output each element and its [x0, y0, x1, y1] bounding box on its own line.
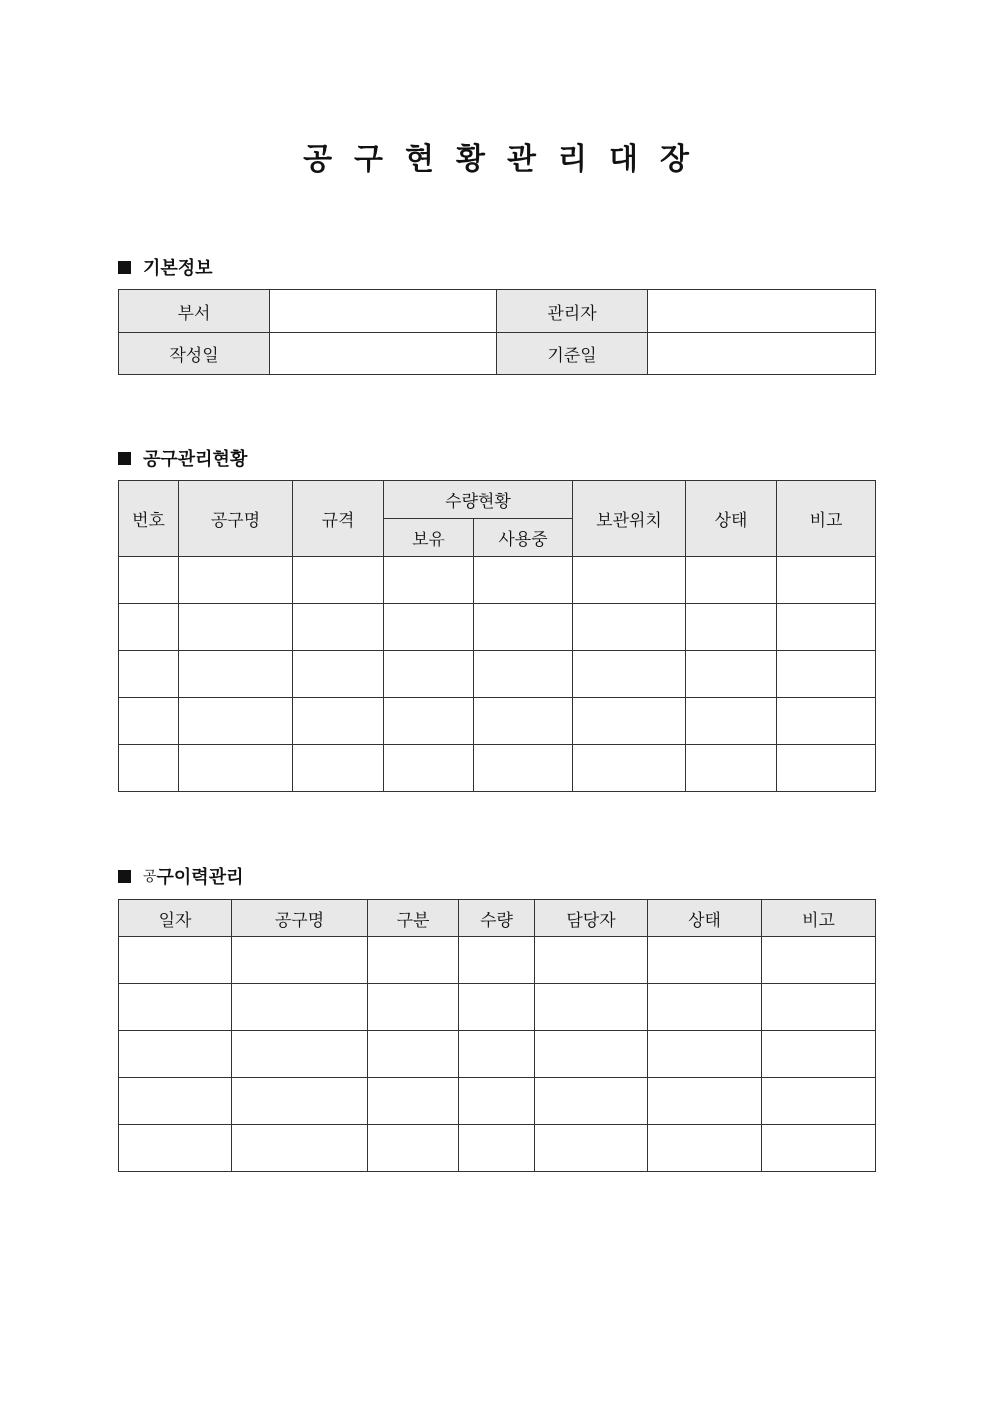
cell[interactable] [384, 698, 474, 745]
section-title-rest: 구이력관리 [156, 867, 244, 888]
cell[interactable] [293, 557, 384, 604]
cell[interactable] [648, 1078, 762, 1125]
cell[interactable] [179, 651, 293, 698]
cell[interactable] [459, 937, 535, 984]
cell[interactable] [686, 745, 777, 792]
cell[interactable] [119, 1078, 232, 1125]
cell[interactable] [368, 1031, 459, 1078]
cell[interactable] [119, 698, 179, 745]
section-history-heading [118, 863, 243, 889]
cell[interactable] [119, 984, 232, 1031]
cell[interactable] [686, 651, 777, 698]
base-date-value[interactable] [648, 333, 876, 375]
table-row [119, 651, 876, 698]
cell[interactable] [384, 557, 474, 604]
status-table [118, 480, 876, 792]
section-status-heading [118, 445, 247, 471]
section-title: 공구관리현황 [143, 449, 248, 470]
cell[interactable] [119, 557, 179, 604]
cell[interactable] [474, 745, 573, 792]
section-basic-info-heading [118, 254, 213, 280]
cell[interactable] [686, 698, 777, 745]
cell[interactable] [573, 557, 686, 604]
cell[interactable] [293, 604, 384, 651]
cell[interactable] [777, 651, 876, 698]
cell[interactable] [762, 984, 876, 1031]
table-row [119, 1031, 876, 1078]
cell[interactable] [686, 557, 777, 604]
cell[interactable] [293, 745, 384, 792]
cell[interactable] [535, 937, 648, 984]
manager-label: 관리자 [497, 290, 648, 333]
table-row [119, 745, 876, 792]
cell[interactable] [762, 1125, 876, 1172]
cell[interactable] [777, 604, 876, 651]
cell[interactable] [179, 604, 293, 651]
cell[interactable] [474, 698, 573, 745]
header-type: 구분 [368, 900, 459, 937]
cell[interactable] [384, 745, 474, 792]
header-no: 번호 [119, 481, 179, 557]
table-row [119, 937, 876, 984]
cell[interactable] [119, 651, 179, 698]
cell[interactable] [232, 1031, 368, 1078]
cell[interactable] [119, 937, 232, 984]
base-date-label: 기준일 [497, 333, 648, 375]
cell[interactable] [474, 604, 573, 651]
table-row [119, 1125, 876, 1172]
cell[interactable] [535, 1031, 648, 1078]
cell[interactable] [573, 651, 686, 698]
header-owned: 보유 [384, 519, 474, 557]
cell[interactable] [474, 651, 573, 698]
header-spec: 규격 [293, 481, 384, 557]
cell[interactable] [573, 745, 686, 792]
department-value[interactable] [270, 290, 497, 333]
cell[interactable] [384, 604, 474, 651]
cell[interactable] [573, 698, 686, 745]
cell[interactable] [179, 698, 293, 745]
cell[interactable] [686, 604, 777, 651]
square-bullet-icon [118, 261, 131, 274]
cell[interactable] [777, 745, 876, 792]
department-label: 부서 [119, 290, 270, 333]
square-bullet-icon [118, 870, 131, 883]
cell[interactable] [119, 1125, 232, 1172]
square-bullet-icon [118, 452, 131, 465]
header-quantity: 수량 [459, 900, 535, 937]
cell[interactable] [777, 698, 876, 745]
table-row [119, 984, 876, 1031]
header-quantity: 수량현황 [384, 481, 573, 519]
header-note: 비고 [762, 900, 876, 937]
cell[interactable] [648, 1031, 762, 1078]
cell[interactable] [762, 1078, 876, 1125]
cell[interactable] [293, 651, 384, 698]
table-row [119, 698, 876, 745]
history-table [118, 899, 876, 1172]
written-date-label: 작성일 [119, 333, 270, 375]
table-row [119, 557, 876, 604]
cell[interactable] [762, 937, 876, 984]
table-row [119, 1078, 876, 1125]
cell[interactable] [119, 745, 179, 792]
manager-value[interactable] [648, 290, 876, 333]
written-date-value[interactable] [270, 333, 497, 375]
cell[interactable] [459, 1031, 535, 1078]
header-in-use: 사용중 [474, 519, 573, 557]
cell[interactable] [648, 937, 762, 984]
cell[interactable] [535, 1125, 648, 1172]
header-tool-name: 공구명 [179, 481, 293, 557]
cell[interactable] [368, 1125, 459, 1172]
cell[interactable] [648, 1125, 762, 1172]
cell[interactable] [179, 745, 293, 792]
basic-info-table [118, 289, 876, 375]
header-state: 상태 [686, 481, 777, 557]
cell[interactable] [648, 984, 762, 1031]
header-date: 일자 [119, 900, 232, 937]
header-person-in-charge: 담당자 [535, 900, 648, 937]
cell[interactable] [474, 557, 573, 604]
cell[interactable] [179, 557, 293, 604]
section-title-first-char: 공 [143, 869, 157, 885]
section-title: 기본정보 [143, 258, 213, 279]
cell[interactable] [232, 1125, 368, 1172]
cell[interactable] [368, 937, 459, 984]
cell[interactable] [384, 651, 474, 698]
cell[interactable] [119, 1031, 232, 1078]
cell[interactable] [232, 937, 368, 984]
header-tool-name: 공구명 [232, 900, 368, 937]
cell[interactable] [293, 698, 384, 745]
header-state: 상태 [648, 900, 762, 937]
cell[interactable] [459, 984, 535, 1031]
cell[interactable] [535, 1078, 648, 1125]
table-row [119, 604, 876, 651]
header-note: 비고 [777, 481, 876, 557]
cell[interactable] [777, 557, 876, 604]
cell[interactable] [535, 984, 648, 1031]
cell[interactable] [232, 984, 368, 1031]
cell[interactable] [232, 1078, 368, 1125]
cell[interactable] [762, 1031, 876, 1078]
page-title: 공구현황관리대장 [303, 142, 711, 177]
cell[interactable] [368, 1078, 459, 1125]
cell[interactable] [119, 604, 179, 651]
cell[interactable] [368, 984, 459, 1031]
cell[interactable] [459, 1078, 535, 1125]
header-location: 보관위치 [573, 481, 686, 557]
cell[interactable] [459, 1125, 535, 1172]
cell[interactable] [573, 604, 686, 651]
